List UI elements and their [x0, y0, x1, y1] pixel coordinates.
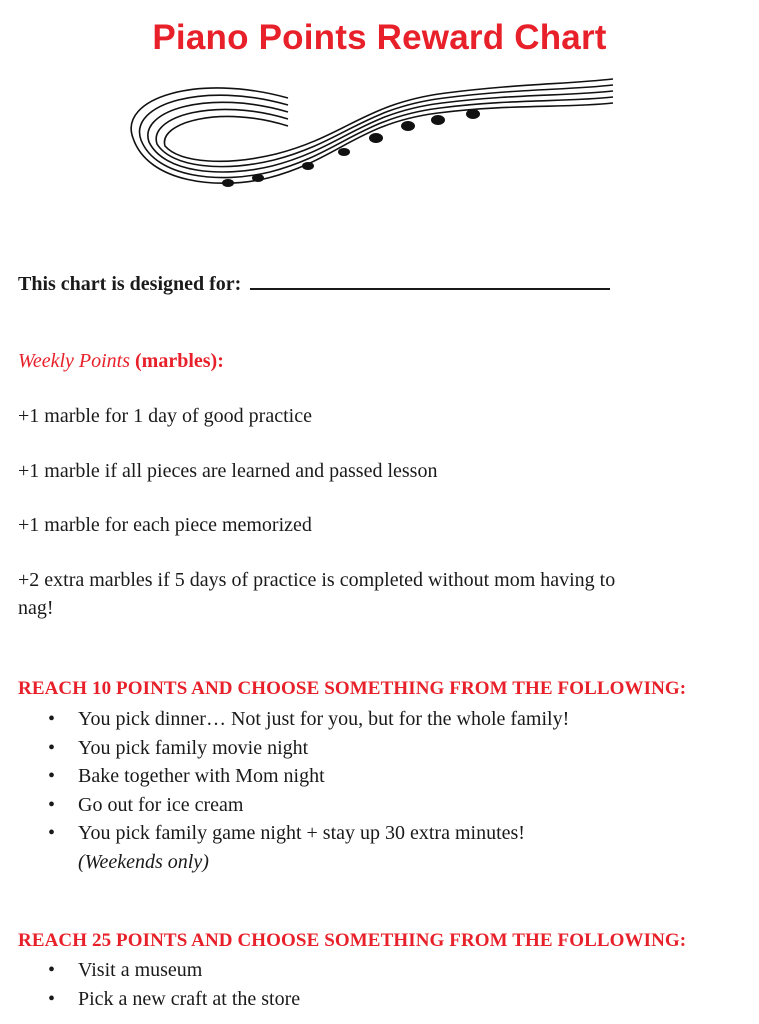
- weekly-points-heading-italic: Weekly Points: [18, 350, 131, 372]
- list-item: [44, 791, 569, 820]
- list-item-text: Bake together with Mom night: [78, 765, 325, 787]
- list-item-text: You pick family movie night: [78, 736, 309, 759]
- bullet: •: [48, 736, 56, 759]
- weekly-rule-3: +1 marble for each piece memorized: [18, 514, 312, 536]
- weekly-rule-2: +1 marble if all pieces are learned and passed lesson: [18, 460, 438, 482]
- designed-for-label: This chart is designed for:: [18, 273, 242, 295]
- list-item-text: You pick dinner… Not just for you, but for the whole family!: [78, 708, 570, 730]
- tier-25-heading: REACH 25 POINTS AND CHOOSE SOMETHING FROM THE FOLLOWING:: [18, 930, 687, 951]
- list-item: [44, 705, 569, 734]
- weekly-rule-4-cont: nag!: [18, 597, 54, 619]
- list-item-text: Go out for ice cream: [78, 793, 244, 816]
- bullet: •: [48, 822, 56, 844]
- bullet: •: [48, 987, 56, 1010]
- bullet: •: [48, 959, 56, 981]
- list-item: [44, 985, 300, 1014]
- bullet: •: [48, 708, 56, 730]
- name-blank-line: [250, 270, 610, 290]
- list-item-text: You pick family game night + stay up 30 extra minutes!: [78, 822, 525, 844]
- page-title: Piano Points Reward Chart: [152, 18, 607, 57]
- list-item-text: Visit a museum: [78, 959, 203, 981]
- tier-10-heading: REACH 10 POINTS AND CHOOSE SOMETHING FROM THE FOLLOWING:: [18, 678, 687, 699]
- bullet: •: [48, 793, 56, 816]
- list-item: [44, 734, 569, 763]
- music-staff-swirl-icon: [108, 78, 618, 213]
- tier-25-rewards-list: [44, 956, 300, 1013]
- weekly-rule-4: +2 extra marbles if 5 days of practice is completed without mom having to: [18, 569, 616, 591]
- designed-for-row: [18, 270, 610, 296]
- weekly-rule-1: +1 marble for 1 day of good practice: [18, 405, 312, 427]
- weekly-points-heading: [18, 350, 224, 373]
- list-item-text: Pick a new craft at the store: [78, 987, 301, 1010]
- tier-10-rewards-list: [44, 705, 569, 876]
- list-item: [44, 956, 300, 985]
- list-item: [44, 762, 569, 791]
- weekends-only-note: (Weekends only): [78, 850, 209, 873]
- bullet: •: [48, 765, 56, 787]
- list-item: [44, 819, 569, 876]
- weekly-points-heading-rest: (marbles):: [130, 350, 224, 372]
